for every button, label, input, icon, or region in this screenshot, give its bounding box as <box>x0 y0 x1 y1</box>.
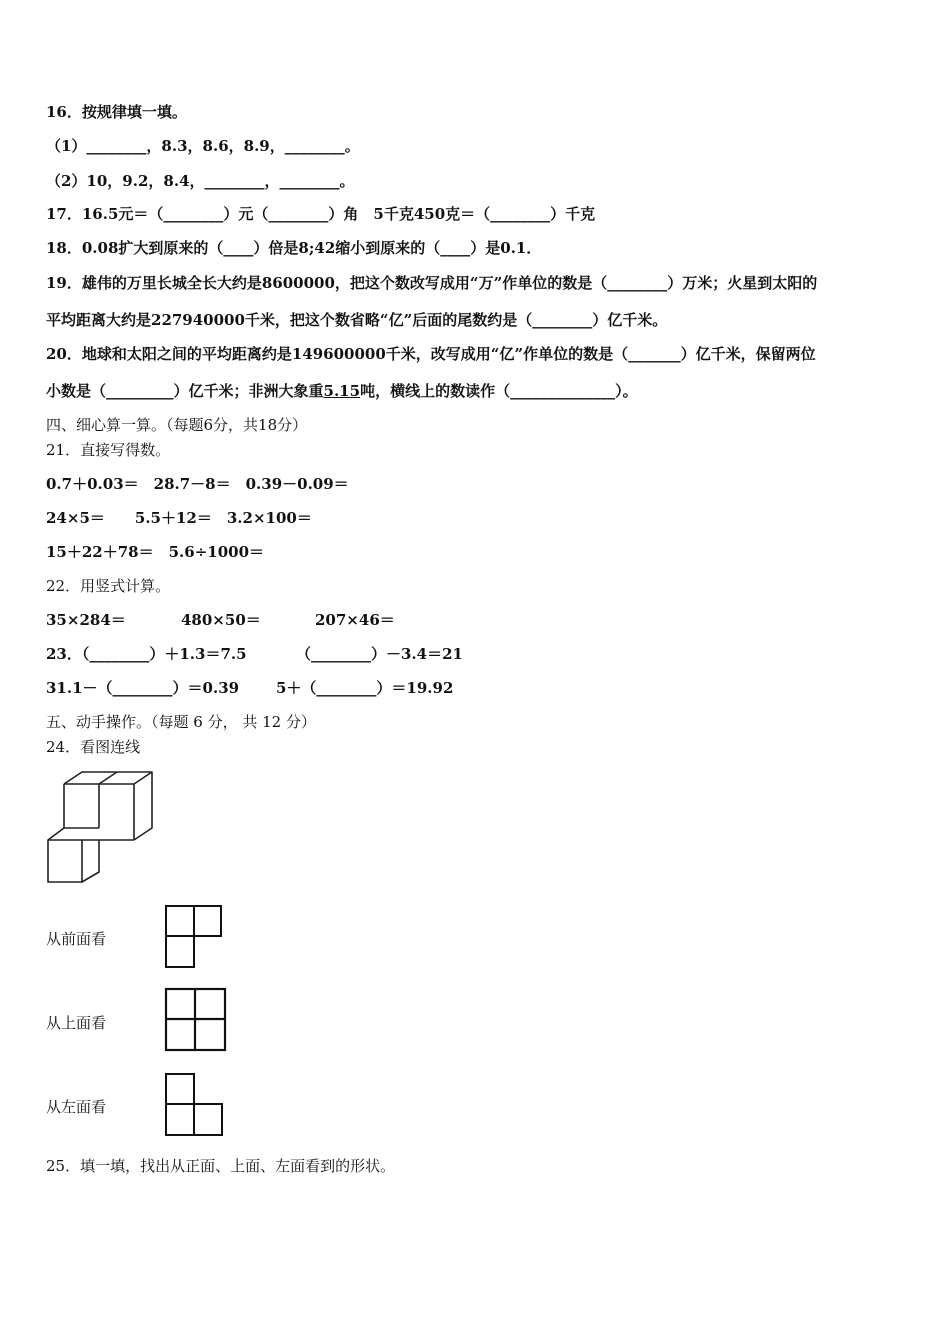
q20-line-2-part-c: 吨，横线上的数读作（______________）。 <box>360 382 638 400</box>
q23-row-1b: （________）－3.4＝21 <box>296 645 463 663</box>
q23-row-2b: 5＋（________）＝19.92 <box>276 679 454 697</box>
view-shape-left <box>164 1072 226 1138</box>
q19-line-2: 平均距离大约是227940000千米，把这个数省略“亿”后面的尾数约是（________）亿千米。 <box>46 311 668 329</box>
cube-stack-figure <box>44 770 158 886</box>
q21-row-2: 24×5＝ 5.5＋12＝ 3.2×100＝ <box>46 509 312 527</box>
view-label-top: 从上面看 <box>46 1014 107 1032</box>
view-label-front: 从前面看 <box>46 930 107 948</box>
q21-row-1: 0.7＋0.03＝ 28.7－8＝ 0.39－0.09＝ <box>46 475 349 493</box>
q24-title: 24．看图连线 <box>46 738 141 756</box>
view-label-left: 从左面看 <box>46 1098 107 1116</box>
q21-row-3: 15＋22＋78＝ 5.6÷1000＝ <box>46 543 265 561</box>
q16-line-2: （2）10，9.2，8.4，________，________。 <box>46 172 355 190</box>
q23-row-1a: 23．（________）＋1.3＝7.5 <box>46 645 247 663</box>
q22-item-b: 480×50＝ <box>181 611 261 629</box>
view-shape-front <box>164 904 224 970</box>
q18: 18．0.08扩大到原来的（____）倍是8;42缩小到原来的（____）是0.1． <box>46 239 542 257</box>
q22-item-a: 35×284＝ <box>46 611 126 629</box>
q20-line-1: 20．地球和太阳之间的平均距离约是149600000千米，改写成用“亿”作单位的数是（_______）亿千米，保留两位 <box>46 345 816 363</box>
section-4-heading: 四、细心算一算。（每题6分，共18分） <box>46 416 308 434</box>
view-shape-top <box>164 987 228 1053</box>
q21-title: 21．直接写得数。 <box>46 441 171 459</box>
section-5-heading: 五、动手操作。（每题 6 分， 共 12 分） <box>46 713 316 731</box>
q20-line-2 <box>46 381 638 401</box>
q17: 17．16.5元＝（________）元（________）角 5千克450克＝（________）千克 <box>46 205 596 223</box>
q25: 25．填一填，找出从正面、上面、左面看到的形状。 <box>46 1157 396 1175</box>
q23-row-2a: 31.1－（________）＝0.39 <box>46 679 240 697</box>
q22-title: 22．用竖式计算。 <box>46 577 171 595</box>
q19-line-1: 19．雄伟的万里长城全长大约是8600000，把这个数改写成用“万”作单位的数是（________）万米；火星到太阳的 <box>46 274 818 292</box>
q22-item-c: 207×46＝ <box>315 611 395 629</box>
q20-line-2-part-a: 小数是（_________）亿千米；非洲大象重 <box>46 382 324 400</box>
q16-line-1: （1）________，8.3，8.6，8.9，________。 <box>46 137 360 155</box>
q20-underlined-number: 5.15 <box>323 382 361 400</box>
q16-title: 16．按规律填一填。 <box>46 103 187 121</box>
